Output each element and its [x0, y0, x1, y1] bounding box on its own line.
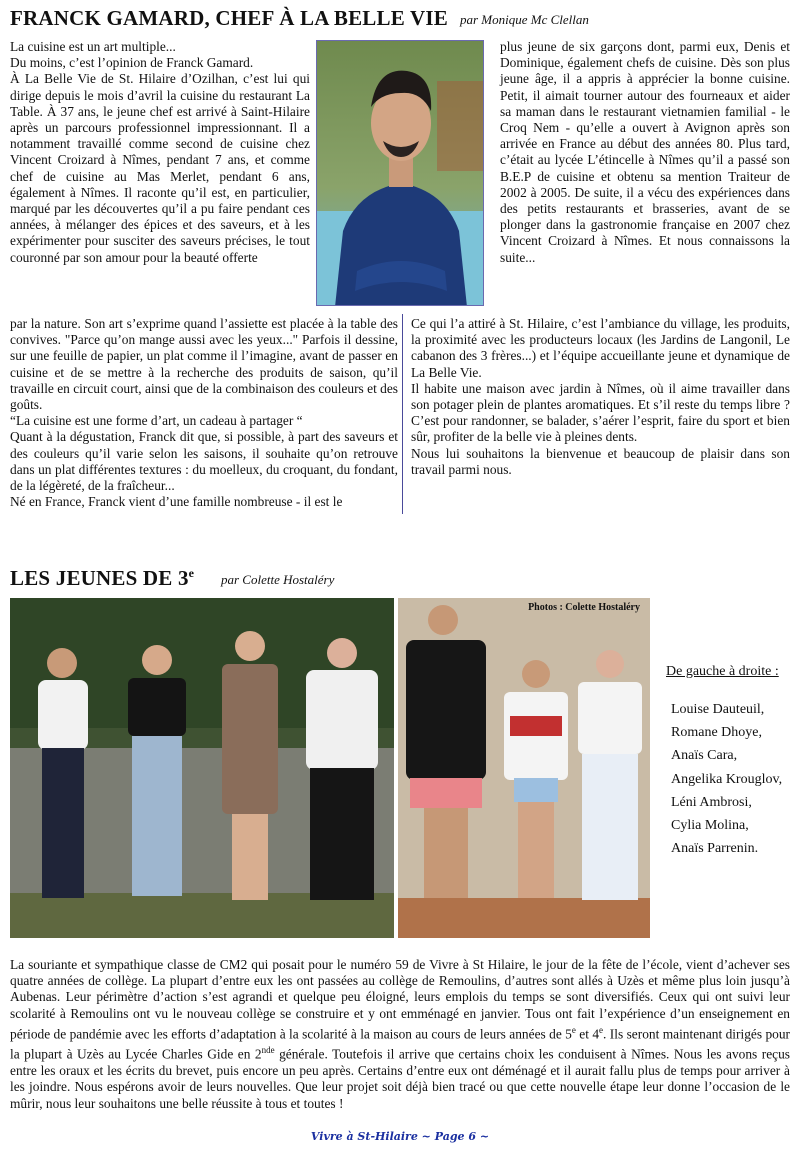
paragraph — [10, 957, 790, 1112]
paragraph: par la nature. Son art s’exprime quand l’assiette est placée à la table des convives. "Parce qu’on mange aussi avec les yeux..." Parfois il dessine, sur une feuille de papier, un plat comme il l’imagine, avant de passer en cuisine et de se mettre à la recherche des produits de saison, qu’il travaille en circuit court, ainsi que de la combinaison des couleurs et des goûts. — [10, 316, 398, 413]
left-column-top — [10, 39, 310, 266]
column-divider — [402, 314, 403, 514]
body-text: La souriante et sympathique classe de CM2 qui posait pour le numéro 59 de Vivre à St Hilaire, le jour de la fête de l’école, vient d’achever ses quatre années de collège. La plupart d’entre eux les ont passées au collège de Remoulins, d’autres sont allés à Uzès et même plus loin jusqu’à Aubenas. Leur périmètre d’action s’est agrandi et quelque peu éloigné, leurs emplois du temps se sont diversifiés. Ceux qui ont suivi leur scolarité à Remoulins ont vu le nouveau collège se construire et y ont emménagé en janvier. Tous ont fait l’expérience d’un enseignement en période de pandémie avec les efforts d’adaptation à la scolarité à la maison au cours de leurs années de 5 — [10, 957, 790, 1042]
paragraph: La cuisine est un art multiple... — [10, 39, 176, 54]
names-list — [671, 698, 796, 860]
paragraph: Du moins, c’est l’opinion de Franck Gamard. — [10, 55, 254, 71]
title-text: LES JEUNES DE 3 — [10, 566, 189, 590]
list-item: Léni Ambrosi, — [671, 794, 752, 810]
list-item: Anaïs Cara, — [671, 748, 738, 764]
superscript: e — [599, 1024, 604, 1035]
list-item: Anaïs Parrenin. — [671, 841, 759, 857]
paragraph: À La Belle Vie de St. Hilaire d’Ozilhan, c’est lui qui dirige depuis le mois d’avril la cuisine du restaurant La Table. À 37 ans, le jeune chef est arrivé à Saint-Hilaire après un parcours professionnel impressionnant. Il a notamment travaillé comme second de cuisine chez Vincent Croizard à Nîmes, pendant 7 ans, et comme chef de cuisine au Mas Merlet, pendant 6 ans, également à Nîmes. Il raconte qu’il est, en particulier, marqué par les découvertes qu’il a pu faire pendant ces années, à mélanger des épices et des saveurs, et à les expérimenter pour susciter des saveurs précises, le tout couronné par son amour pour la beauté offerte — [10, 71, 310, 265]
article-byline: par Colette Hostaléry — [221, 572, 335, 587]
paragraph: Quant à la dégustation, Franck dit que, si possible, à part des saveurs et des couleurs qu’il varie selon les saisons, il souhaite qu’on retrouve dans un plat différentes textures : du moelleux, du croquant, du fondant, de la légèreté, de la fraîcheur... — [10, 429, 398, 494]
group-photo-left — [10, 598, 394, 938]
superscript: e — [571, 1024, 576, 1035]
list-item: Romane Dhoye, — [671, 725, 762, 741]
article-title: FRANCK GAMARD, CHEF À LA BELLE VIE — [10, 6, 448, 30]
superscript: nde — [261, 1045, 275, 1056]
article-byline: par Monique Mc Clellan — [460, 12, 589, 27]
group-photo-right — [398, 598, 650, 938]
body-text: . Ils seront maintenant dirigés pour la plupart à Uzès au Lycée Charles Gide en 2 — [10, 1026, 791, 1062]
paragraph: “La cuisine est une forme d’art, un cadeau à partager “ — [10, 413, 303, 429]
paragraph: Ce qui l’a attiré à St. Hilaire, c’est l’ambiance du village, les produits, la proximité avec les producteurs locaux (les Jardins de Langonil, Le cabanon des 3 frères...) et l’équipe accueillante jeune et dynamique de La Belle Vie. — [411, 316, 790, 380]
list-item: Angelika Krouglov, — [671, 771, 783, 787]
caption-heading: De gauche à droite : — [666, 664, 779, 679]
right-column-bottom — [411, 316, 790, 478]
body-text: générale. Toutefois il arrive que certains choix les conduisent à Nîmes. Nous les avons reçus entre les oraux et les écrits du brevet, puis encore un peu après. Certains d’entre eux ont déménagé et il aurait fallu plus de temps pour arriver à les joindre. Nous espérons avoir de leurs nouvelles. Que leur projet soit déjà bien tracé ou que cette nouvelle étape leur donne l’occasion de le mûrir, nous leur souhaitons une belle réussite à tous et toutes ! — [10, 1046, 790, 1111]
paragraph: plus jeune de six garçons dont, parmi eux, Denis et Dominique, également chefs de cuisine. Dès son plus jeune âge, il a appris à apprécier la bonne cuisine. Petit, il aimait tourner autour des fourneaux et aider sa maman dans le restaurant vietnamien familial - le Croq Nem - qu’elle a ouvert à Avignon après son arrivée en France au début des années 80. Plus tard, c’était au lycée L’étincelle à Nîmes qu’il a passé son B.E.P de cuisine et obtenu sa mention Traiteur de 2002 à 2005. De suite, il a vécu des expériences dans des petits restaurants et brasseries, avant de se plonger dans la gastronomie française en 2007 chez Vincent Croizard à Nîmes. Et nous connaissons la suite... — [500, 39, 790, 265]
title-superscript: e — [188, 566, 195, 580]
paragraph: Nous lui souhaitons la bienvenue et beaucoup de plaisir dans son travail parmi nous. — [411, 445, 790, 477]
page-footer: Vivre à St-Hilaire ~ Page 6 ~ — [310, 1130, 490, 1143]
chef-photo — [316, 40, 484, 306]
paragraph: Né en France, Franck vient d’une famille nombreuse - il est le — [10, 494, 343, 510]
body-text: et 4 — [575, 1026, 600, 1042]
right-column-top — [500, 39, 790, 266]
article2-body — [10, 957, 790, 1112]
article-title — [10, 566, 194, 591]
photo-credit: Photos : Colette Hostaléry — [528, 602, 640, 613]
list-item: Louise Dauteuil, — [671, 702, 765, 717]
left-column-bottom — [10, 316, 398, 510]
list-item: Cylia Molina, — [671, 818, 749, 834]
paragraph: Il habite une maison avec jardin à Nîmes, où il aime travailler dans son potager plein de plantes aromatiques. Et s’il reste du temps libre ? C’est pour randonner, se balader, s’aérer l’esprit, faire du sport et bien sûr, profiter de la belle vie à pleines dents. — [411, 380, 790, 445]
